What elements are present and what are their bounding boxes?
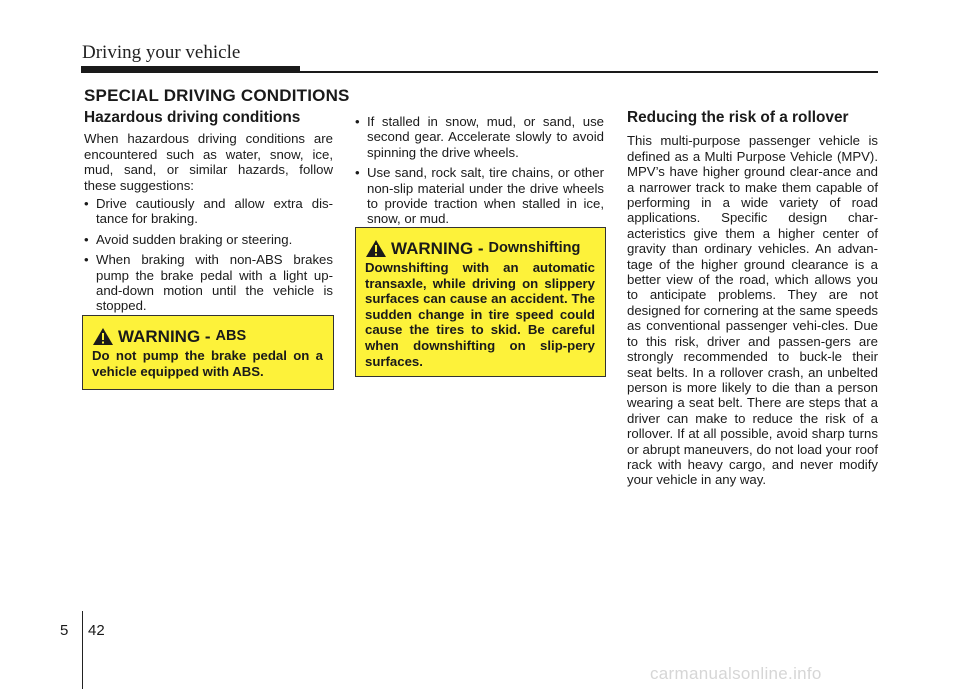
warning-abs-sub: ABS xyxy=(215,327,247,344)
warning-downshift-label: WARNING - xyxy=(391,238,484,258)
middle-column xyxy=(355,114,604,232)
warning-abs-label: WARNING - xyxy=(118,326,211,346)
hazardous-bullet-list xyxy=(84,196,333,314)
right-column xyxy=(627,110,878,488)
chapter-title: Driving your vehicle xyxy=(82,42,241,63)
list-item: • Drive cautiously and allow extra dis-tance for braking. xyxy=(84,196,333,227)
watermark: carmanualsonline.info xyxy=(650,664,822,683)
warning-triangle-icon xyxy=(365,239,387,258)
stall-bullet-list xyxy=(355,114,604,227)
warning-abs-box xyxy=(82,315,334,390)
header-rule-thick xyxy=(81,66,300,73)
list-item: • Use sand, rock salt, tire chains, or other non-slip material under the drive wheels to provide traction when stalled in ice, snow, or mud. xyxy=(355,165,604,227)
hazardous-intro: When hazardous driving conditions are encountered such as water, snow, ice, mud, sand, or similar hazards, follow these suggestions: xyxy=(84,131,333,193)
warning-abs-header xyxy=(92,327,323,346)
warning-downshift-box xyxy=(355,227,606,377)
section-title: SPECIAL DRIVING CONDITIONS xyxy=(84,86,350,105)
list-item: • If stalled in snow, mud, or sand, use second gear. Accelerate slowly to avoid spinning the drive wheels. xyxy=(355,114,604,160)
list-item: • When braking with non-ABS brakes pump the brake pedal with a light up-and-down motion until the vehicle is stopped. xyxy=(84,252,333,314)
page-number: 42 xyxy=(88,622,105,639)
hazardous-heading: Hazardous driving conditions xyxy=(84,109,301,126)
warning-abs-body: Do not pump the brake pedal on a vehicle equipped with ABS. xyxy=(92,348,323,379)
warning-triangle-icon xyxy=(92,327,114,346)
rollover-body: This multi-purpose passenger vehicle is defined as a Multi Purpose Vehicle (MPV). MPV’s have higher ground clear-ance and a narrower track to make them capable of performing in a wide variety of road applications. Specific design char-acteristics give them a higher center of gravity than ordinary vehicles. An advan-tage of the higher ground clearance is a better view of the road, which allows you to anticipate problems. They are not designed for cornering at the same speeds as conventional passenger vehi-cles. Due to this risk, driver and passen-gers are strongly recommended to buck-le their seat belts. In a rollover crash, an unbelted person is more likely to die than a person wearing a seat belt. There are steps that a driver can make to reduce the risk of a rollover. If at all possible, avoid sharp turns or abrupt maneuvers, do not load your roof rack with heavy cargo, and never modify your vehicle in any way. xyxy=(627,133,878,488)
page-chapter-number: 5 xyxy=(60,622,69,639)
rollover-heading: Reducing the risk of a rollover xyxy=(627,109,849,126)
left-column xyxy=(84,110,333,319)
header-rule-thin xyxy=(300,71,878,73)
list-item: • Avoid sudden braking or steering. xyxy=(84,232,333,247)
footer-divider xyxy=(82,611,83,689)
warning-downshift-sub: Downshifting xyxy=(488,239,581,256)
warning-downshift-body: Downshifting with an automatic transaxle, while driving on slippery surfaces can cause an accident. The sudden change in tire speed could cause the tires to skid. Be careful when downshifting on slip-pery surfaces. xyxy=(365,260,595,369)
warning-downshift-header xyxy=(365,239,595,258)
